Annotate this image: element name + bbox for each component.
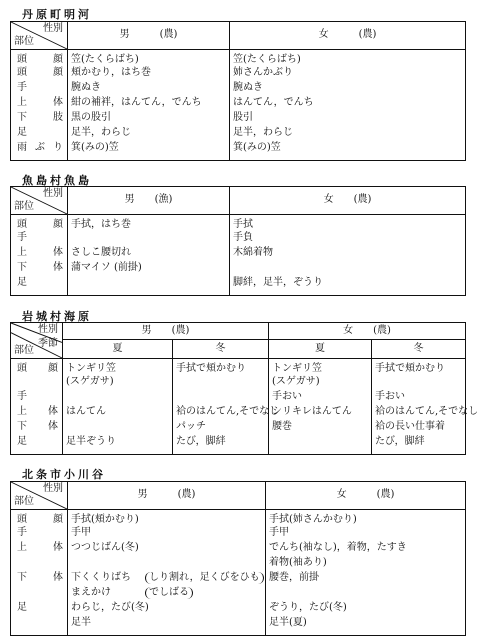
table-row: [11, 510, 466, 527]
female-clothing-cell: 着物(袖あり): [266, 557, 466, 572]
body-part-cell: 手: [17, 81, 27, 93]
table-corner-header: [11, 482, 68, 510]
table-row: [11, 97, 466, 112]
body-part-cell: 上 体: [17, 405, 58, 417]
female-winter-cell: [372, 376, 466, 391]
male-clothing-cell: 手拭，はち巻: [68, 215, 230, 232]
female-clothing-cell: 脚絆，足半，ぞうり: [230, 277, 466, 292]
body-part-cell: [11, 617, 68, 632]
male-clothing-cell: [68, 232, 230, 247]
table-row: [11, 572, 466, 587]
male-clothing-cell: わらじ，たび(冬): [68, 602, 266, 617]
table-row: [11, 587, 466, 602]
male-clothing-text: 下くくりばち: [71, 571, 131, 583]
body-part-cell: 足: [17, 435, 27, 447]
table-row: [11, 112, 466, 127]
female-summer-cell: (スゲガサ): [269, 376, 372, 391]
male-clothing-cell: 箕(みの)笠: [68, 142, 230, 157]
male-clothing-cell: [68, 587, 266, 602]
season-header-winter: 冬: [372, 340, 466, 359]
male-clothing-cell: 頬かむり，はち巻: [68, 67, 230, 82]
female-clothing-cell: 木綿着物: [230, 247, 466, 262]
table-row: [11, 67, 466, 82]
male-clothing-cell: 黒の股引: [68, 112, 230, 127]
body-part-cell: 下 肢: [17, 111, 63, 123]
body-part-cell: 足: [17, 601, 27, 613]
body-part-cell: 手: [17, 231, 27, 243]
female-clothing-cell: 手拭(姉さんかむり): [266, 510, 466, 527]
column-header-female: 女 (農): [230, 22, 466, 50]
female-clothing-cell: 笠(たくらばち): [230, 50, 466, 67]
female-clothing-cell: 足半(夏): [266, 617, 466, 632]
column-header-female: 女 (農): [266, 482, 466, 510]
corner-label-sex: 性別: [43, 188, 63, 199]
female-clothing-cell: 股引: [230, 112, 466, 127]
male-clothing-cell: 足半，わらじ: [68, 127, 230, 142]
body-part-cell: 手: [17, 390, 27, 402]
body-part-cell: 上 体: [17, 246, 63, 258]
corner-label-part: 部位: [14, 344, 34, 356]
male-clothing-note: でしばる: [145, 587, 193, 600]
clothing-table: [10, 21, 466, 161]
table-corner-header: [11, 187, 68, 215]
female-clothing-cell: 箕(みの)笠: [230, 142, 466, 157]
corner-label-sex: 性別: [38, 324, 58, 335]
clothing-table: [10, 322, 478, 455]
body-part-cell: [11, 587, 68, 602]
female-clothing-cell: 腕ぬき: [230, 82, 466, 97]
table-row: [11, 142, 466, 157]
body-part-cell: 頭 顔: [17, 66, 63, 78]
female-winter-cell: 手拭で頬かむり: [372, 359, 466, 376]
body-part-cell: 頭 顔: [17, 363, 58, 374]
male-clothing-text: まえかけ: [71, 586, 111, 598]
column-header-female: 女 (農): [269, 323, 466, 340]
table-row: [11, 127, 466, 142]
table-row: [11, 602, 466, 617]
body-part-cell: 下 体: [17, 571, 63, 583]
clothing-table: [10, 186, 466, 296]
female-summer-cell: シリキレはんてん: [269, 406, 372, 421]
table-row: [11, 617, 466, 632]
section-title: 北条市小川谷: [22, 468, 106, 481]
female-clothing-cell: 手負: [230, 232, 466, 247]
table-row: [11, 557, 466, 572]
section-title: 魚島村魚島: [22, 174, 92, 187]
section-title: 岩城村海原: [22, 310, 92, 323]
male-clothing-cell: 腕ぬき: [68, 82, 230, 97]
corner-label-season: 季節: [38, 338, 58, 349]
table-row: [11, 376, 466, 391]
body-part-cell: 手: [17, 526, 27, 538]
body-part-cell: 頭 顔: [17, 54, 63, 65]
female-winter-cell: 手おい: [372, 391, 466, 406]
female-clothing-cell: 姉さんかぶり: [230, 67, 466, 82]
column-header-female: 女 (農): [230, 187, 466, 215]
female-summer-cell: トンギリ笠: [269, 359, 372, 376]
table-row: [11, 277, 466, 292]
male-summer-cell: [63, 421, 173, 436]
female-winter-cell: 袷の長い仕事着: [372, 421, 466, 436]
table-row: [11, 542, 466, 557]
body-part-cell: [11, 557, 68, 572]
table-row: [11, 247, 466, 262]
male-summer-cell: (スゲガサ): [63, 376, 173, 391]
female-clothing-cell: 手拭: [230, 215, 466, 232]
female-winter-cell: 袷のはんてん,そでなし: [372, 406, 466, 421]
table-row: [11, 421, 466, 436]
male-clothing-cell: 紺の補袢，はんてん，でんち: [68, 97, 230, 112]
female-clothing-cell: [230, 262, 466, 277]
female-summer-cell: 手おい: [269, 391, 372, 406]
female-summer-cell: 腰巻: [269, 421, 372, 436]
corner-label-part: 部位: [14, 200, 34, 212]
male-clothing-cell: [68, 557, 266, 572]
body-part-cell: 足: [17, 126, 27, 138]
column-header-male: 男 (農): [68, 482, 266, 510]
male-clothing-cell: つつじばん(冬): [68, 542, 266, 557]
male-summer-cell: トンギリ笠: [63, 359, 173, 376]
female-clothing-cell: [266, 587, 466, 602]
male-clothing-cell: 足半: [68, 617, 266, 632]
corner-label-sex: 性別: [43, 23, 63, 34]
table-corner-header: [11, 323, 63, 359]
male-clothing-cell: 手甲: [68, 527, 266, 542]
body-part-cell: 雨 ぶ り: [17, 141, 63, 153]
male-winter-cell: 袷のはんてん,そでなし: [173, 406, 269, 421]
female-winter-cell: たび，脚絆: [372, 436, 466, 451]
male-clothing-cell: 手拭(頬かむり): [68, 510, 266, 527]
table-row: [11, 406, 466, 421]
male-summer-cell: 足半ぞうり: [63, 436, 173, 451]
table-row: [11, 527, 466, 542]
body-part-cell: 足: [17, 276, 27, 288]
body-part-cell: 下 体: [17, 420, 58, 432]
corner-label-part: 部位: [14, 35, 34, 47]
female-summer-cell: [269, 436, 372, 451]
male-summer-cell: [63, 391, 173, 406]
table-row: [11, 391, 466, 406]
column-header-male: 男 (農): [63, 323, 269, 340]
table-row: [11, 359, 466, 376]
male-clothing-note: しり割れ，足くびをひも: [145, 572, 264, 585]
table-row: [11, 82, 466, 97]
table-row: [11, 50, 466, 67]
female-clothing-cell: でんち(袖なし)，着物，たすき: [266, 542, 466, 557]
body-part-cell: 上 体: [17, 96, 63, 108]
body-part-cell: 頭 顔: [17, 219, 63, 230]
female-clothing-cell: 足半，わらじ: [230, 127, 466, 142]
male-clothing-cell: [68, 572, 266, 587]
male-winter-cell: たび，脚絆: [173, 436, 269, 451]
male-winter-cell: パッチ: [173, 421, 269, 436]
corner-label-part: 部位: [14, 495, 34, 507]
male-clothing-cell: 蒲マイソ (前掛): [68, 262, 230, 277]
body-part-cell: [11, 376, 63, 391]
female-clothing-cell: ぞうり，たび(冬): [266, 602, 466, 617]
section-title: 丹原町明河: [22, 8, 92, 21]
male-clothing-cell: 笠(たくらばち): [68, 50, 230, 67]
corner-label-sex: 性別: [43, 483, 63, 494]
table-corner-header: [11, 22, 68, 50]
female-clothing-cell: はんてん，でんち: [230, 97, 466, 112]
table-row: [11, 215, 466, 232]
body-part-cell: 上 体: [17, 541, 63, 553]
male-clothing-cell: [68, 277, 230, 292]
female-clothing-cell: 手甲: [266, 527, 466, 542]
table-row: [11, 262, 466, 277]
body-part-cell: 下 体: [17, 261, 63, 273]
table-row: [11, 232, 466, 247]
male-winter-cell: [173, 376, 269, 391]
male-summer-cell: はんてん: [63, 406, 173, 421]
season-header-winter: 冬: [173, 340, 269, 359]
column-header-male: 男 (農): [68, 22, 230, 50]
column-header-male: 男 (漁): [68, 187, 230, 215]
male-clothing-cell: さしこ腰切れ: [68, 247, 230, 262]
male-winter-cell: 手拭で頬かむり: [173, 359, 269, 376]
male-winter-cell: [173, 391, 269, 406]
table-row: [11, 436, 466, 451]
female-clothing-cell: 腰巻，前掛: [266, 572, 466, 587]
body-part-cell: 頭 顔: [17, 514, 63, 525]
season-header-summer: 夏: [63, 340, 173, 359]
season-header-summer: 夏: [269, 340, 372, 359]
clothing-table: [10, 481, 466, 636]
